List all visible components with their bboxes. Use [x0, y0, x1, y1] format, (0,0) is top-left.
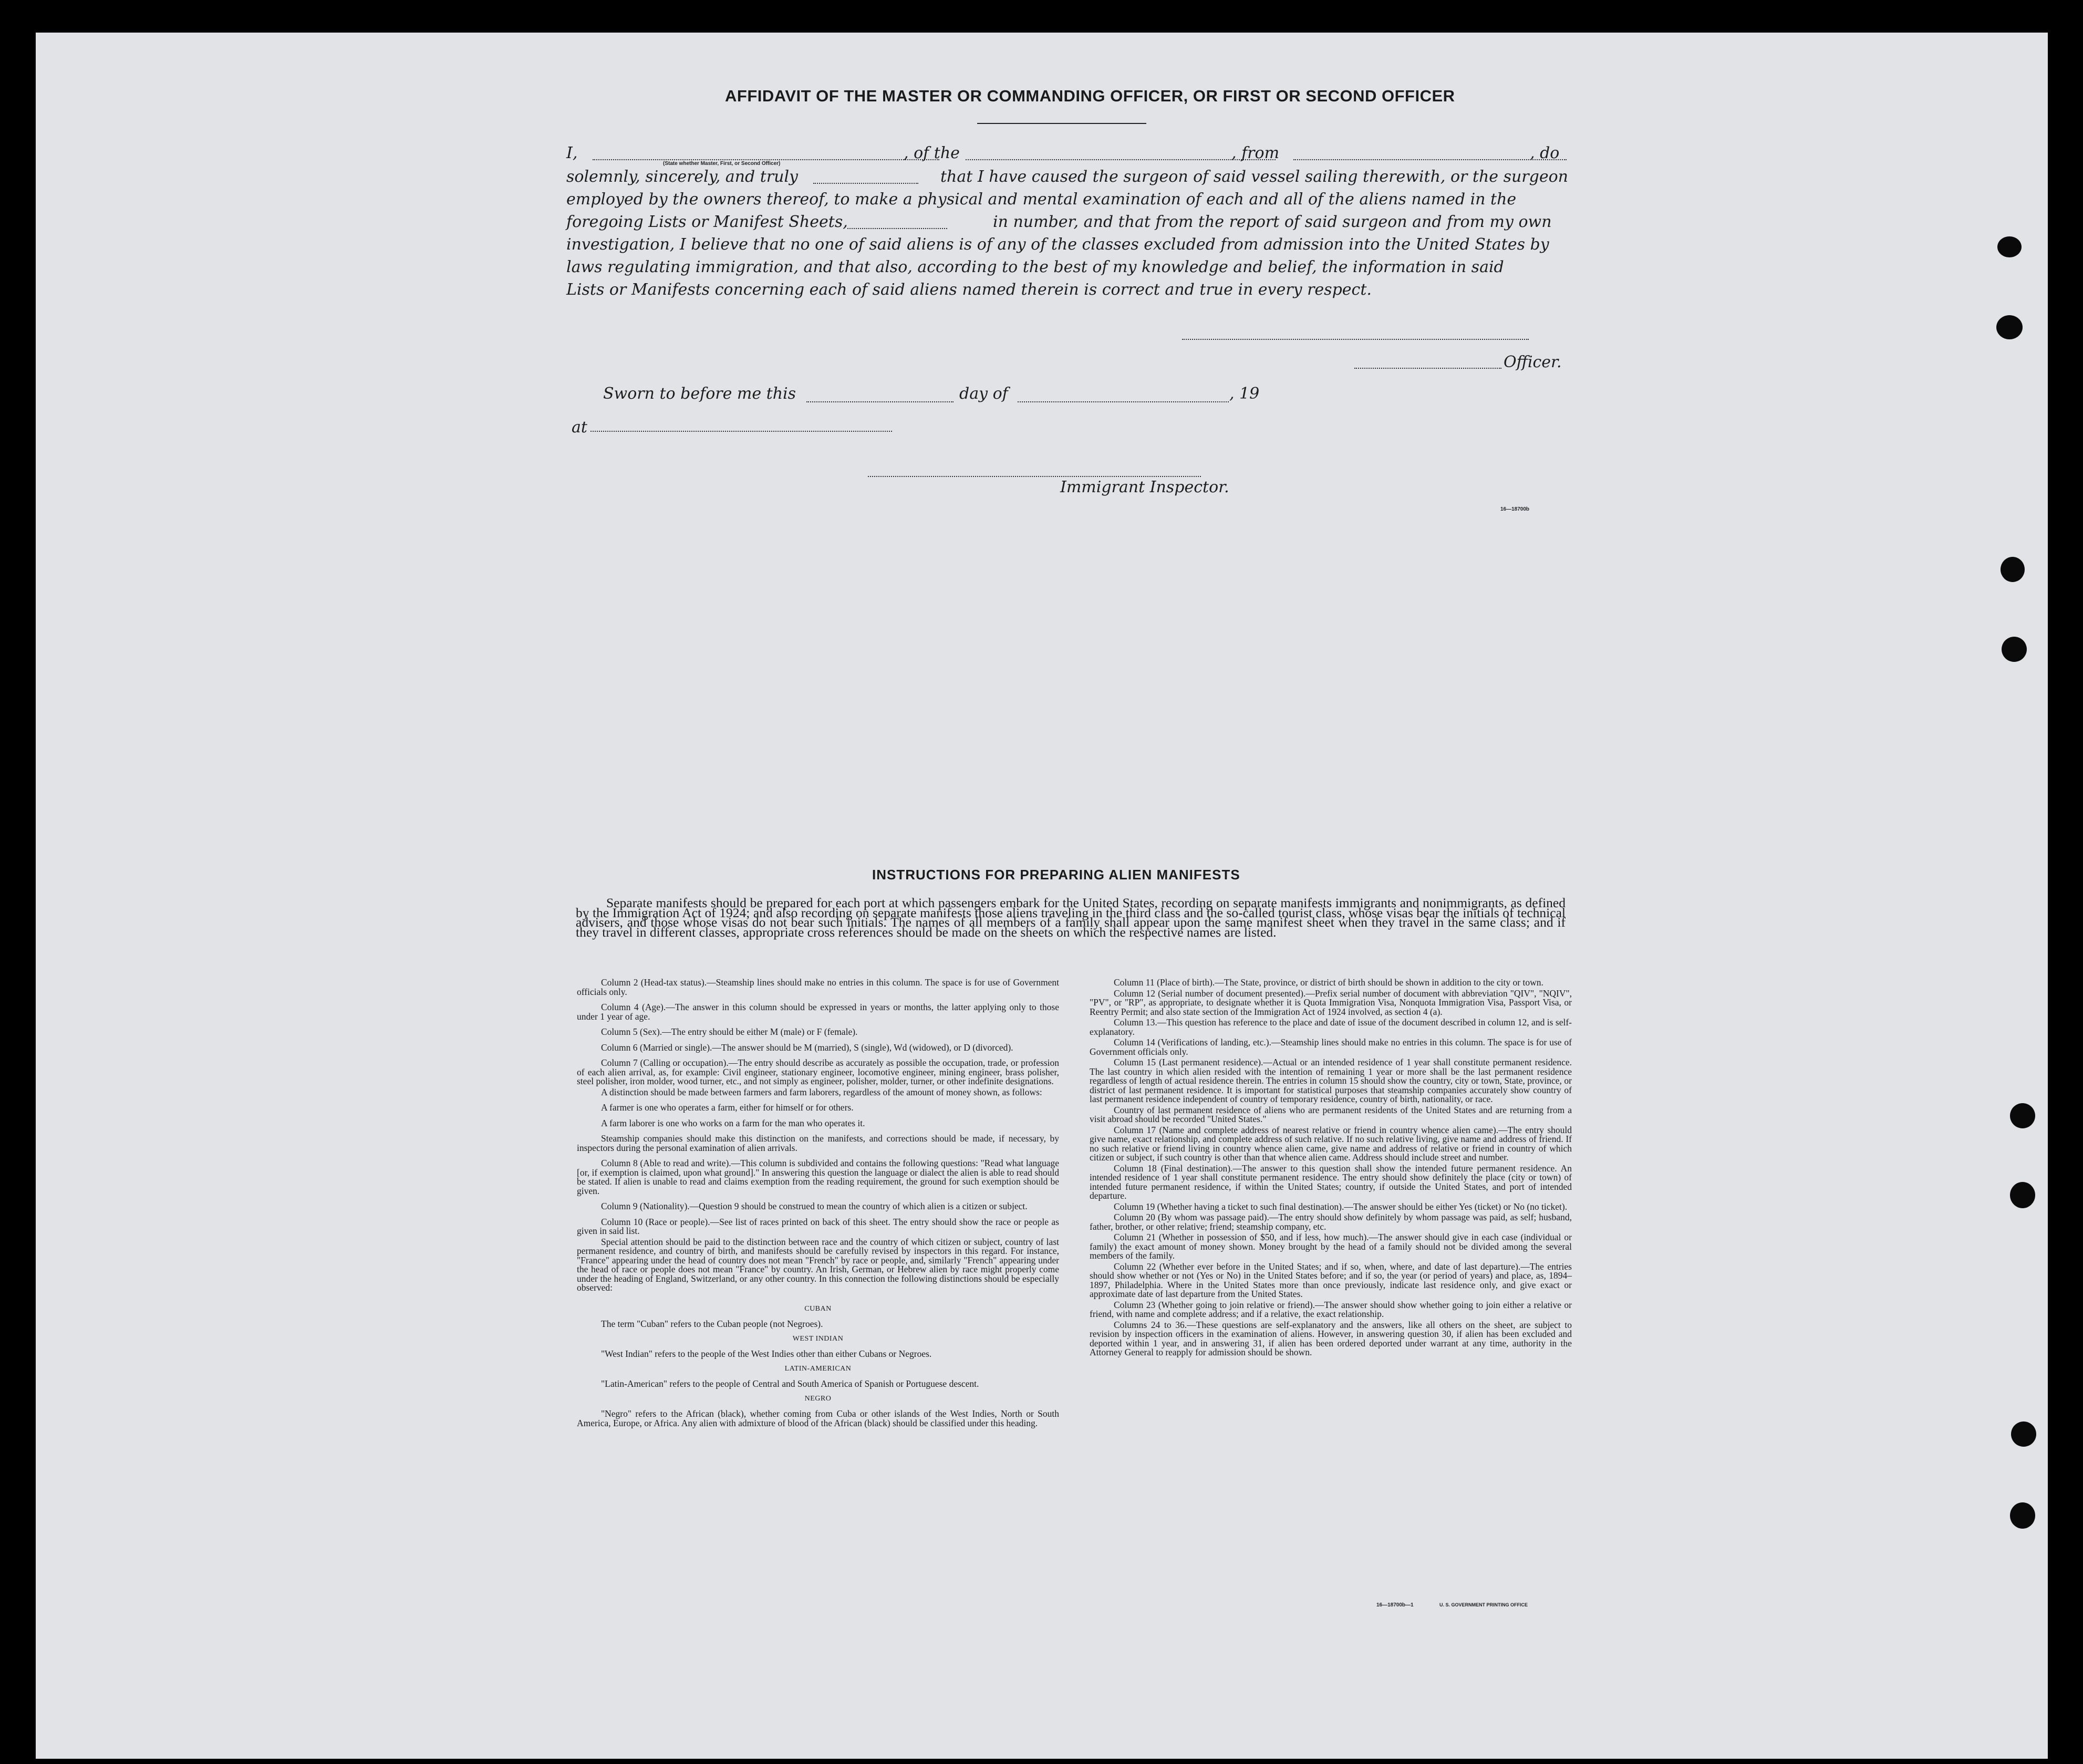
heading-cuban: CUBAN — [804, 1304, 832, 1313]
vessel-blank — [966, 159, 1276, 160]
instr-col-2: Column 2 (Head-tax status).—Steamship lines should make no entries in this column. The space is for use of Government officials only. — [577, 977, 1059, 997]
port-blank — [1293, 159, 1567, 160]
instructions-right-column — [1090, 978, 1572, 1359]
instr-col-4: Column 4 (Age).—The answer in this column should be expressed in years or months, the latter applying only to those under 1 year of age. — [577, 1002, 1059, 1022]
inspector-label: Immigrant Inspector. — [1060, 478, 1229, 496]
instr-col-11: Column 11 (Place of birth).—The State, province, or district of birth should be shown in addition to the city or town. — [1114, 977, 1543, 988]
inspector-signature-line — [868, 476, 1201, 477]
heading-negro: NEGRO — [804, 1394, 832, 1403]
instr-col-23: Column 23 (Whether going to join relative or friend).—The answer should show whether going to join either a relative or friend, with name and complete address; and if a relative, the exact relationship. — [1090, 1299, 1572, 1319]
title-rule — [977, 123, 1146, 124]
affidavit-line-6: laws regulating immigration, and that also, according to the best of my knowledge and belief, the information in said — [566, 258, 1504, 276]
instructions-intro — [576, 895, 1566, 940]
instr-col-19: Column 19 (Whether having a ticket to such final destination).—The answer should be either Yes (ticket) or No (no ticket). — [1114, 1201, 1568, 1212]
instr-col-7: Column 7 (Calling or occupation).—The entry should describe as accurately as possible the occupation, trade, or profession of each alien arrival, as, for example: Civil engineer, stationary engineer, locomotive engineer, mining engineer, brass polisher, steel polisher, iron molder, wood turner, etc., and not simply as engineer, polisher, molder, turner, or other indefinite designations. — [577, 1057, 1059, 1086]
officer-name-blank — [1354, 368, 1501, 369]
affidavit-line-2 — [566, 166, 1568, 188]
sworn-at: at — [572, 418, 587, 437]
instr-us-residents: Country of last permanent residence of aliens who are permanent residents of the United States and are returning from a visit abroad should be recorded "United States." — [1090, 1104, 1572, 1124]
instr-col-22: Column 22 (Whether ever before in the United States; and if so, when, where, and date of last departure).—The entries should show whether or not (Yes or No) in the United States before; and if so, the year (or period of years) and place, as, 1894–1897, Philadelphia. Where in the United States more than once previously, indicate last residence only, and give exact or approximate date of last departure from the United States. — [1090, 1261, 1572, 1299]
binder-hole — [2010, 1182, 2035, 1208]
officer-label: Officer. — [1504, 353, 1562, 371]
instr-col-14: Column 14 (Verifications of landing, etc.).—Steamship lines should make no entries in this column. The space is for use of Government officials only. — [1090, 1037, 1572, 1057]
intro-paragraph: Separate manifests should be prepared for each port at which passengers embark for the United States, recording on separate manifests immigrants and nonimmigrants, as defined by the Immigration Act of 1924; and also recording on separate manifests those aliens traveling in the third class and the so-called tourist class, whose visas bear the initials of technical advisers, and those whose visas do not bear such initials. The names of all members of a family shall appear upon the same manifest sheet when they travel in the same class; and if they travel in different classes, appropriate cross references should be made on the sheets on which the respective names are listed. — [576, 895, 1566, 940]
officer-blank — [593, 159, 939, 160]
instr-col-24-36: Columns 24 to 36.—These questions are self-explanatory and the answers, like all others on the sheet, are subject to revision by inspection officers in the examination of aliens. However, in answering question 30, if alien has been excluded and deported within 1 year, and in answering 31, if alien has been ordered deported under warrant at any time, authority in the Attorney General to reapply for admission should be shown. — [1090, 1319, 1572, 1357]
affidavit-line-4a: foregoing Lists or Manifest Sheets, — [566, 213, 848, 231]
instr-special-attention: Special attention should be paid to the distinction between race and the country of which citizen or subject, country of last permanent residence, and country of birth, and manifests should be carefully revised by inspectors in this regard. For instance, "France" appearing under the head of country does not mean "French" by race or people, and, similarly "French" appearing under the head of race or people does not mean "France" by country. An Irish, German, or Hebrew alien by race might properly come under the heading of England, Switzerland, or any other country. In this connection the following distinctions should be especially observed: — [577, 1236, 1059, 1293]
instr-steamship-distinction: Steamship companies should make this distinction on the manifests, and corrections should be made, if necessary, by inspectors during the personal examination of alien arrivals. — [577, 1133, 1059, 1153]
instr-farm-laborer: A farm laborer is one who works on a farm for the man who operates it. — [601, 1117, 865, 1128]
sworn-month-blank — [1018, 401, 1229, 402]
def-west-indian: "West Indian" refers to the people of the West Indies other than either Cubans or Negroes. — [601, 1348, 932, 1359]
affidavit-line-2a: solemnly, sincerely, and truly — [566, 168, 799, 186]
affidavit-form-code: 16—18700b — [1500, 506, 1530, 512]
instr-col-17: Column 17 (Name and complete address of nearest relative or friend in country whence alien came).—The entry should give name, exact relationship, and complete address of such relative. If no such relative living, give name and address of friend. If no such relative or friend living in country whence alien came, give name and address of relative or friend in country of which citizen or subject, if such country is other than that whence alien came. Address should include street and number. — [1090, 1124, 1572, 1163]
binder-hole — [2010, 1502, 2035, 1529]
affidavit-line-4b: in number, and that from the report of said surgeon and from my own — [993, 213, 1552, 231]
instr-farm-distinction: A distinction should be made between farmers and farm laborers, regardless of the amount of money shown, as follows: — [601, 1086, 1042, 1097]
sheet-count-blank — [847, 228, 947, 229]
printer-imprint: U. S. GOVERNMENT PRINTING OFFICE — [1439, 1602, 1528, 1607]
affidavit-line-2b: that I have caused the surgeon of said vessel sailing therewith, or the surgeon — [940, 168, 1568, 186]
instr-col-10: Column 10 (Race or people).—See list of races printed on back of this sheet. The entry should show the race or people as given in said list. — [577, 1216, 1059, 1236]
binder-hole — [1997, 236, 2022, 257]
instr-farmer: A farmer is one who operates a farm, either for himself or for others. — [601, 1102, 854, 1113]
binder-hole — [2002, 637, 2027, 662]
def-cuban: The term "Cuban" refers to the Cuban people (not Negroes). — [601, 1319, 823, 1329]
instr-col-20: Column 20 (By whom was passage paid).—The entry should show definitely by whom passage was paid, as self; husband, father, brother, or other relative; friend; steamship company, etc. — [1090, 1212, 1572, 1232]
sworn-year: , 19 — [1229, 385, 1260, 403]
binder-hole — [2011, 1421, 2036, 1447]
sworn-text: Sworn to before me this — [603, 385, 796, 403]
instr-col-18: Column 18 (Final destination).—The answer to this question shall show the intended future permanent residence. An intended residence of 1 year shall constitute permanent residence. The entry should show definitely the place (city or town) of intended future permanent residence, if within the United States; country, if outside the United States, and port of intended departure. — [1090, 1163, 1572, 1201]
affidavit-line-5: investigation, I believe that no one of said aliens is of any of the classes excluded from admission into the United States by — [566, 235, 1549, 254]
instr-col-9: Column 9 (Nationality).—Question 9 should be construed to mean the country of which alien is a citizen or subject. — [601, 1201, 1028, 1211]
officer-signature-line — [1182, 339, 1529, 340]
sworn-day-blank — [806, 401, 954, 402]
affidavit-line-3: employed by the owners thereof, to make a physical and mental examination of each and all of the aliens named in the — [566, 190, 1517, 209]
sworn-day-of: day of — [959, 385, 1008, 403]
affidavit-i: I, — [566, 144, 578, 162]
binder-hole — [2001, 557, 2025, 582]
affidavit-of-the: , of the — [904, 144, 960, 162]
affidavit-line-7: Lists or Manifests concerning each of said aliens named therein is correct and true in every respect. — [566, 281, 1372, 299]
oath-blank — [813, 183, 918, 184]
footer-form-code: 16—18700b—1 — [1376, 1602, 1414, 1608]
def-negro: "Negro" refers to the African (black), whether coming from Cuba or other islands of the West Indies, North or South America, Europe, or Africa. Any alien with admixture of blood of the African (black) should be classified under this heading. — [577, 1408, 1059, 1428]
instr-col-6: Column 6 (Married or single).—The answer should be M (married), S (single), Wd (widowed), or D (divorced). — [601, 1042, 1013, 1053]
instr-col-8: Column 8 (Able to read and write).—This column is subdivided and contains the following questions: "Read what language [or, if exemption is claimed, upon what ground]." In answering this question the language or dialect the alien is able to read should be stated. If alien is unable to read and claims exemption from the reading requirement, the ground for such exemption should be given. — [577, 1158, 1059, 1196]
officer-rank-note: (State whether Master, First, or Second Officer) — [663, 161, 781, 167]
affidavit-title: AFFIDAVIT OF THE MASTER OR COMMANDING OFFICER, OR FIRST OR SECOND OFFICER — [725, 87, 1455, 105]
sworn-place-blank — [590, 431, 892, 432]
instructions-title: INSTRUCTIONS FOR PREPARING ALIEN MANIFESTS — [872, 867, 1240, 883]
instructions-left-column — [577, 978, 1059, 1429]
affidavit-do: , do — [1530, 144, 1560, 162]
instr-col-13: Column 13.—This question has reference to the place and date of issue of the document described in column 12, and is self-explanatory. — [1090, 1017, 1572, 1037]
instr-col-5: Column 5 (Sex).—The entry should be either M (male) or F (female). — [601, 1026, 858, 1037]
instr-col-15: Column 15 (Last permanent residence).—Actual or an intended residence of 1 year shall constitute permanent residence. The last country in which alien resided with the intention of remaining 1 year or more shall be the last permanent residence regardless of length of actual residence therein. The entries in column 15 should show the country, city or town, State, province, or district of last permanent residence. It is important for statistical purposes that steamship companies accurately show country of last permanent residence independent of country of temporary residence, country of birth, nationality, or race. — [1090, 1057, 1572, 1104]
binder-hole — [1996, 315, 2023, 339]
instr-col-12: Column 12 (Serial number of document presented).—Prefix serial number of document with abbreviation "QIV", "NQIV", "PV", or "RP", as appropriate, to designate whether it is Quota Immigration Visa, Nonquota Immigration Visa, Passport Visa, or Reentry Permit; and also state section of the Immigration Act of 1924 involved, as section 4 (a). — [1090, 988, 1572, 1017]
heading-latin-american: LATIN-AMERICAN — [784, 1364, 852, 1373]
instr-col-21: Column 21 (Whether in possession of $50, and if less, how much).—The answer should give in each case (individual or family) the exact amount of money shown. Money brought by the head of a family should not be divided among the several members of the family. — [1090, 1232, 1572, 1261]
heading-west-indian: WEST INDIAN — [792, 1334, 844, 1343]
affidavit-line-4 — [566, 211, 1562, 233]
affidavit-from: , from — [1231, 144, 1280, 162]
def-latin-american: "Latin-American" refers to the people of Central and South America of Spanish or Portuguese descent. — [601, 1378, 979, 1389]
binder-hole — [2010, 1103, 2035, 1128]
